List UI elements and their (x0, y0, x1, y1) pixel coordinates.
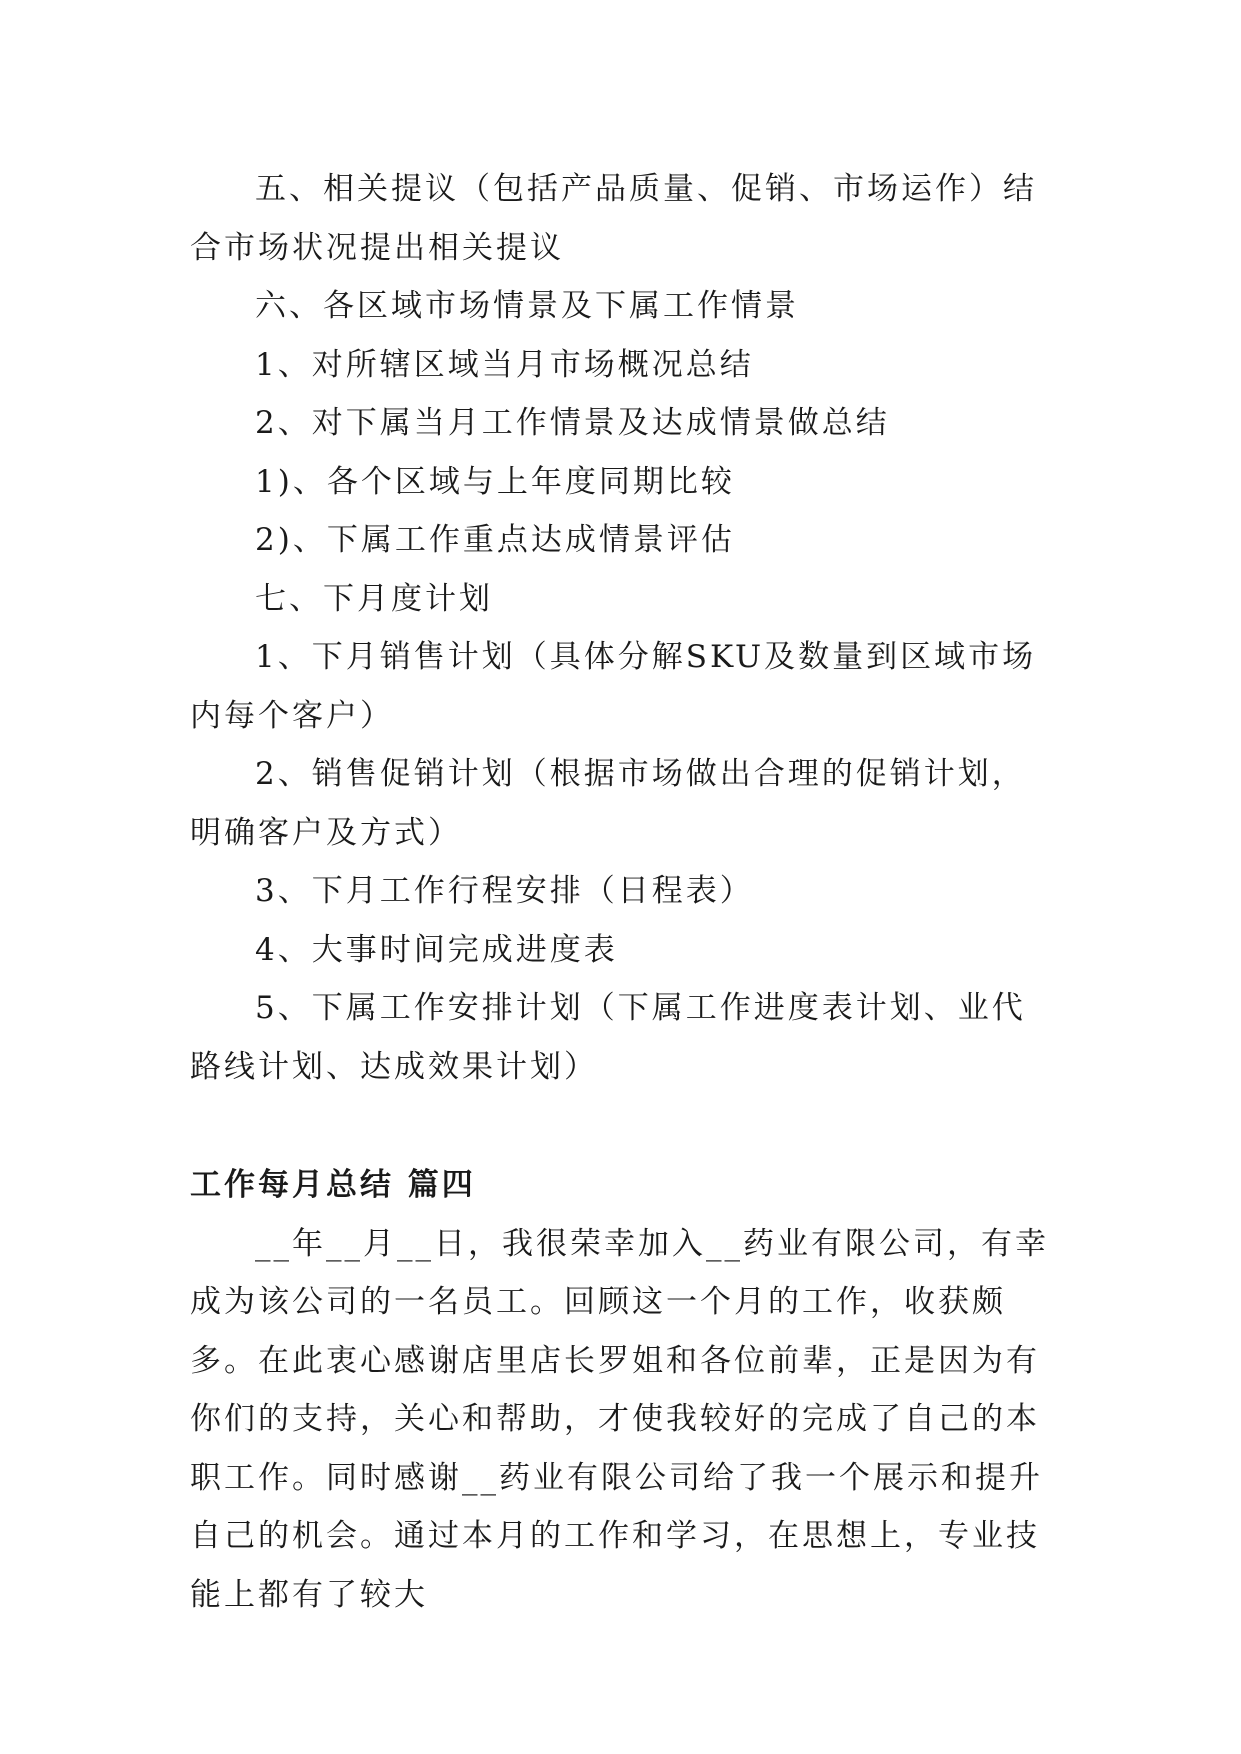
paragraph-schedule: 3、下月工作行程安排（日程表） (255, 873, 754, 909)
paragraph-regional-markets: 六、各区域市场情景及下属工作情景 (255, 288, 799, 324)
section-gap (190, 1096, 1050, 1156)
paragraph-intro: __年__月__日，我很荣幸加入__药业有限公司，有幸成为该公司的一名员工。回顾这一个月的工作，收获颇多。在此衷心感谢店里店长罗姐和各位前辈，正是因为有你们的支持，关心和帮助，才使我较好的完成了自己的本职工作。同时感谢__药业有限公司给了我一个展示和提升自己的机会。通过本月的工作和学习，在思想上，专业技能上都有了较大 (190, 1225, 1049, 1613)
document-page (190, 160, 1050, 1624)
paragraph-subordinate-plan: 5、下属工作安排计划（下属工作进度表计划、业代路线计划、达成效果计划） (190, 990, 1026, 1085)
paragraph-progress-table: 4、大事时间完成进度表 (255, 931, 618, 968)
paragraph-promotion-plan: 2、销售促销计划（根据市场做出合理的促销计划，明确客户及方式） (190, 756, 1026, 851)
paragraph-next-month-plan: 七、下月度计划 (255, 580, 493, 617)
paragraph-item-1: 1、对所辖区域当月市场概况总结 (255, 346, 754, 383)
paragraph-subitem-2: 2)、下属工作重点达成情景评估 (255, 522, 735, 558)
paragraph-subitem-1: 1)、各个区域与上年度同期比较 (255, 463, 735, 500)
paragraph-item-2: 2、对下属当月工作情景及达成情景做总结 (255, 405, 890, 441)
paragraph-sales-plan: 1、下月销售计划（具体分解SKU及数量到区域市场内每个客户） (190, 639, 1037, 734)
paragraph-suggestions: 五、相关提议（包括产品质量、促销、市场运作）结合市场状况提出相关提议 (190, 171, 1037, 266)
section-heading: 工作每月总结 篇四 (190, 1167, 476, 1203)
